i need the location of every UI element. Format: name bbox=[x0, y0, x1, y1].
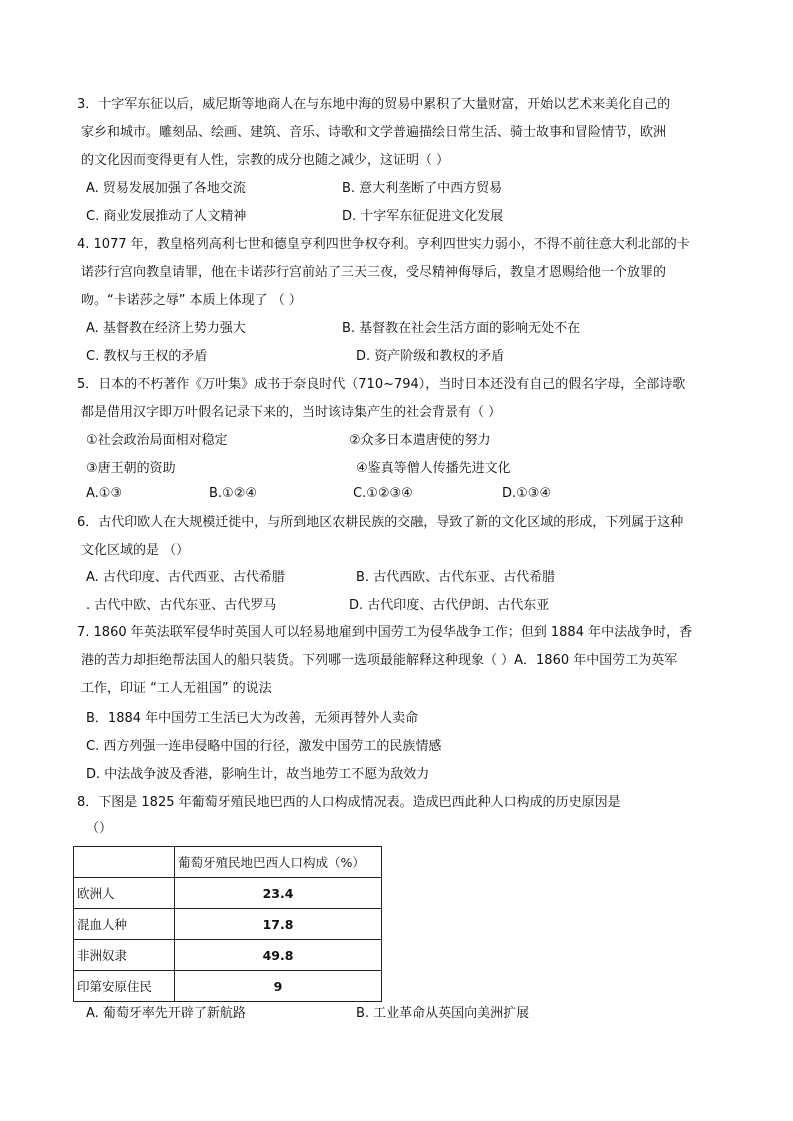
text-line: . 古代中欧、古代东亚、古代罗马 bbox=[86, 598, 277, 613]
text-line: C. 教权与王权的矛盾 bbox=[86, 349, 208, 364]
text-line: （） bbox=[86, 821, 113, 836]
text-line: C. 西方列强一连串侵略中国的行径，激发中国劳工的民族情感 bbox=[86, 739, 442, 754]
table-row bbox=[74, 971, 382, 1002]
population-table bbox=[73, 846, 382, 1002]
row-value: 23.4 bbox=[175, 878, 382, 909]
text-line: 港的苦力却拒绝帮法国人的船只装货。下列哪一选项最能解释这种现象（ ）A．1860 年中国劳工为英军 bbox=[81, 653, 678, 668]
row-label: 非洲奴隶 bbox=[74, 940, 175, 971]
row-value: 9 bbox=[175, 971, 382, 1002]
text-line: ①社会政治局面相对稳定 bbox=[86, 433, 228, 448]
text-line: 家乡和城市。雕刻品、绘画、建筑、音乐、诗歌和文学普遍描绘日常生活、骑士故事和冒险情节，欧洲 bbox=[81, 125, 667, 140]
table-header-cell: 葡萄牙殖民地巴西人口构成（%） bbox=[175, 847, 382, 878]
text-line: D.①③④ bbox=[502, 486, 552, 501]
text-line: 诺莎行宫向教皇请罪，他在卡诺莎行宫前站了三天三夜，受尽精神侮辱后，教皇才恩赐给他一个放罪的 bbox=[81, 265, 667, 280]
text-line: D. 中法战争波及香港，影响生计，故当地劳工不愿为敌效力 bbox=[86, 767, 430, 782]
text-line: B. 工业革命从英国向美洲扩展 bbox=[356, 1006, 530, 1021]
text-line: A. 基督教在经济上势力强大 bbox=[86, 321, 246, 336]
text-line: 4. 1077 年，教皇格列高利七世和德皇亨利四世争权夺利。亨利四世实力弱小，不得不前往意大利北部的卡 bbox=[77, 237, 690, 252]
text-line: 5．日本的不朽著作《万叶集》成书于奈良时代（710~794），当时日本还没有自己的假名字母，全部诗歌 bbox=[77, 377, 686, 392]
text-line: B.①②④ bbox=[209, 486, 258, 501]
text-line: C.①②③④ bbox=[353, 486, 413, 501]
text-line: A. 古代印度、古代西亚、古代希腊 bbox=[86, 570, 285, 585]
row-label: 欧洲人 bbox=[74, 878, 175, 909]
text-line: A. 贸易发展加强了各地交流 bbox=[86, 181, 246, 196]
text-line: A. 葡萄牙率先开辟了新航路 bbox=[86, 1006, 246, 1021]
text-line: B．1884 年中国劳工生活已大为改善，无须再替外人卖命 bbox=[86, 711, 419, 726]
text-line: B. 古代西欧、古代东亚、古代希腊 bbox=[356, 570, 556, 585]
text-line: B. 基督教在社会生活方面的影响无处不在 bbox=[342, 321, 581, 336]
row-value: 49.8 bbox=[175, 940, 382, 971]
table-header-row bbox=[74, 847, 382, 878]
text-line: D. 十字军东征促进文化发展 bbox=[342, 209, 504, 224]
table-row bbox=[74, 940, 382, 971]
table-row bbox=[74, 909, 382, 940]
text-line: 的文化因而变得更有人性，宗教的成分也随之减少，这证明（ ） bbox=[81, 153, 450, 168]
text-line: ③唐王朝的资助 bbox=[86, 461, 176, 476]
text-line: ②众多日本遣唐使的努力 bbox=[349, 433, 491, 448]
row-label: 印第安原住民 bbox=[74, 971, 175, 1002]
row-label: 混血人种 bbox=[74, 909, 175, 940]
text-line: 吻。“卡诺莎之辱” 本质上体现了 （ ） bbox=[81, 293, 302, 308]
text-line: 8．下图是 1825 年葡萄牙殖民地巴西的人口构成情况表。造成巴西此种人口构成的历史原因是 bbox=[77, 795, 621, 810]
text-line: C. 商业发展推动了人文精神 bbox=[86, 209, 247, 224]
text-line: ④鉴真等僧人传播先进文化 bbox=[356, 461, 511, 476]
row-value: 17.8 bbox=[175, 909, 382, 940]
text-line: B. 意大利垄断了中西方贸易 bbox=[342, 181, 503, 196]
text-line: 都是借用汉字即万叶假名记录下来的，当时该诗集产生的社会背景有（ ） bbox=[81, 405, 502, 420]
text-line: 6．古代印欧人在大规模迁徙中，与所到地区农耕民族的交融，导致了新的文化区域的形成，下列属于这种 bbox=[77, 515, 684, 530]
table-corner-cell bbox=[74, 847, 175, 878]
text-line: D. 资产阶级和教权的矛盾 bbox=[356, 349, 505, 364]
table-row bbox=[74, 878, 382, 909]
text-line: 文化区域的是 （） bbox=[81, 543, 190, 558]
text-line: A.①③ bbox=[86, 486, 123, 501]
text-line: 7. 1860 年英法联军侵华时英国人可以轻易地雇到中国劳工为侵华战争工作；但到 1884 年中法战争时，香 bbox=[77, 625, 693, 640]
text-line: 3．十字军东征以后，威尼斯等地商人在与东地中海的贸易中累积了大量财富，开始以艺术来美化自己的 bbox=[77, 97, 671, 112]
text-line: 工作，印证 “工人无祖国” 的说法 bbox=[81, 681, 272, 696]
text-line: D. 古代印度、古代伊朗、古代东亚 bbox=[349, 598, 550, 613]
